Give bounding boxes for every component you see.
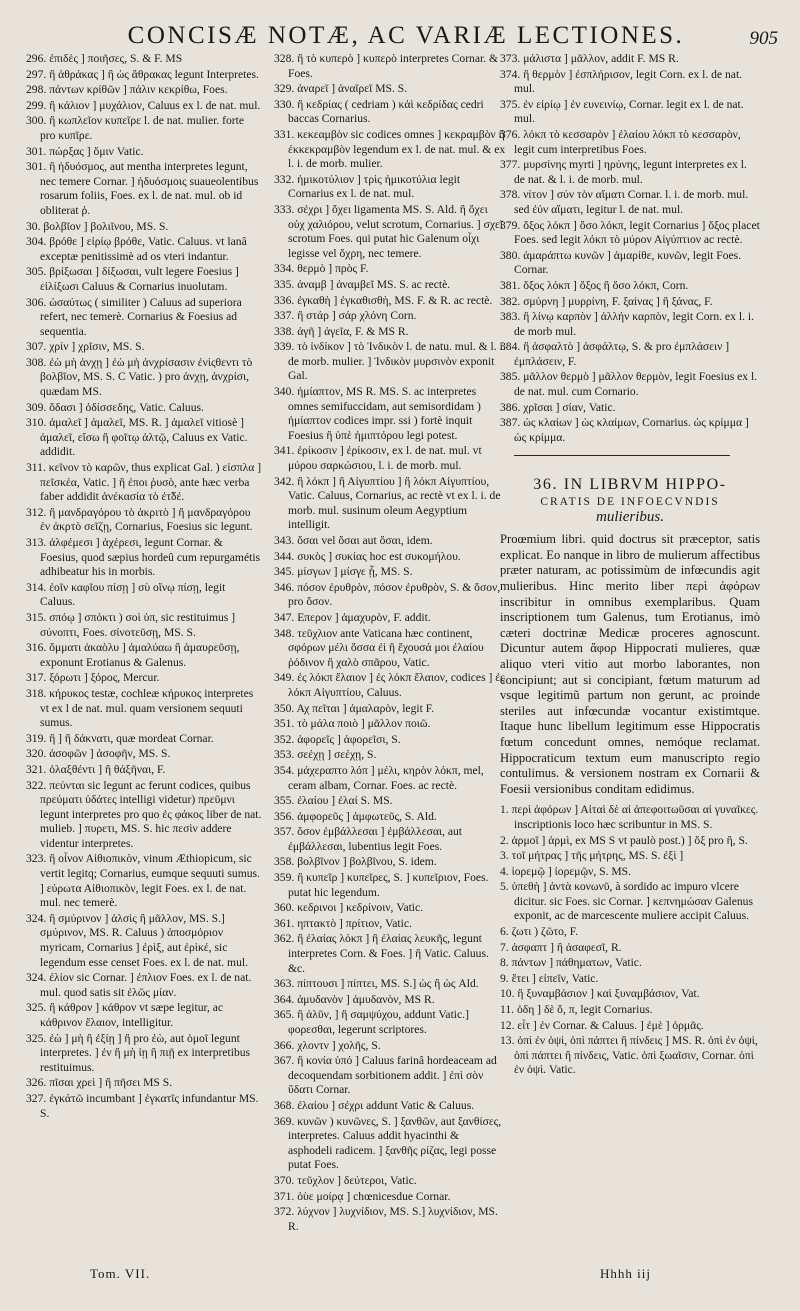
note-entry: 339. τὸ ἰνδίκον ] τὸ Ἰνδικὸν l. de natu. mul. & l. i. de morb. mulier. ] Ἰνδικὸν μυρσινὸν exponit Gal. (274, 340, 506, 383)
note-entry: 384. ἢ ἀσφαλτὸ ] ἀσφάλτῳ, S. & pro ἐμπλάσειν ] ἐμπλάσειν, F. (500, 340, 730, 368)
note-entry: 349. ἐς λόκπ ἔλαιον ] ἐς λόκπ ἔλαιον, codices ] ἐς λόκπ Αἰγυπτίου, Caluus. (274, 671, 505, 699)
note-entry: 358. βολβῖνον ] βολβῖνου, S. idem. (274, 855, 437, 869)
note-entry: 373. μάλιστα ] μᾶλλον, addit F. MS R. (500, 52, 679, 65)
note-entry: 11. ὁδη ] δὲ ὅ, π, legit Cornarius. (500, 1003, 653, 1017)
note-entry: 3. τοῖ μήτρας ] τῆς μήτρης, MS. S. ἐξὶ ] (500, 849, 684, 863)
note-entry: 322. πεύνται sic legunt ac ferunt codices, quibus πρεύματι ὑδάτες intelligi videtur) πρεῦμνι legunt interpretes pro quo ἐς φάκος liber de nat. mulieb. ] πυρετι, MS. S. hic πεσὶν addere videntur interpretes. (26, 778, 262, 850)
note-entry: 374. ἢ θερμὸν ] ἐσπλήρισον, legit Corn. ex l. de nat. mul. (500, 67, 743, 96)
note-entry: 326. πῖσαι χρεὶ ] ἢ πῆσει MS S. (26, 1076, 173, 1090)
note-entry: 338. ἀγῆ ] ἀγεῖα, F. & MS R. (274, 324, 409, 338)
note-entry: 331. κεκεαμβὸν sic codices omnes ] κεκραμβὸν ἢ ἐκκεκραμβὸν legendum ex l. de nat. mul. & ex l. i. de morb. mulier. (274, 127, 506, 171)
note-entry: 354. μάχεραπτο λόπ ] μέλι, κηρὸν λόκπ, mel, ceram albam, Cornar. Foes. ac rectè. (274, 763, 484, 792)
note-entry: 379. ὄξος λόκπ ] ὅσο λόκπ, legit Cornarius ] ὄξος placet Foes. sed legit λόκπ τὸ μύρον Αἰγύπτιον ac rectè. (500, 218, 760, 247)
note-entry: 8. πάντων ] πάθηματων, Vatic. (500, 956, 642, 970)
note-entry: 6. ζωτι ) ζῶτο, F. (500, 925, 579, 939)
volume-label: Tom. VII. (90, 1266, 151, 1281)
note-entry: 319. ἢ ] ἢ δάκνατι, quæ mordeat Cornar. (26, 731, 214, 745)
note-entry: 355. ἐλαίου ] ἐλαί S. MS. (274, 794, 393, 808)
note-entry: 346. πόσον ἐρυθρὸν, πόσον ἐρυθρὸν, S. & ὅσον, pro ὅσον. (274, 580, 501, 609)
section-divider (514, 455, 730, 456)
note-entry: 304. βρόθε ] εἰρίῳ βρόθε, Vatic. Caluus. vt lanâ exceptæ penitissimè ad os vteri indantur. (26, 235, 247, 263)
note-entry: 361. ηπτακτὸ ] πρίτιον, Vatic. (274, 916, 412, 930)
note-entry: 329. ἀναρεῖ ] ἀναῖρεῖ MS. S. (274, 82, 408, 96)
page-number: 905 (749, 28, 778, 49)
note-entry: 323. ἢ οἶνον Αἰθιοπικὸν, vinum Æthiopicum, sic vertit legitq; Cornarius, eumque sequuti sumus. ] εὐρωτα Αἰθιοπικὸν, legit Foes. ex l. de nat. mul. nec temerè. (26, 852, 260, 910)
right-notes-top (500, 52, 760, 445)
note-entry: 5. ὑπεθὴ ] ἀντὰ κονωνῦ, à sordido ac impuro vlcere dicitur. sic Foes. sic Cornar. ] κεπνημώσαν Galenus exponit, ac de marcescente muliere accipit Caluus. (500, 880, 753, 923)
note-entry: 305. βρίξωσαι ] δίξωσαι, vult legere Foesius ] εἰλίξωσι Caluus & Cornarius inuolutam. (26, 265, 239, 293)
note-entry: 378. νίτον ] σύν τὸν αἵματι Cornar. l. i. de morb. mul. sed ἐὐν αἵματι, legitur l. de nat. mul. (500, 188, 749, 216)
note-entry: 345. μίσγων ] μίσγε ᾗ, MS. S. (274, 565, 413, 579)
note-entry: 321. ὀλαξθέντι ] ἢ θάξῆναι, F. (26, 762, 166, 776)
proem-paragraph: Proœmium libri. quid doctrus sit præceptor, satis explicat. Eo nanque in libro de mulierum affectibus præter naturam, ac potissimùm de infœcundis agit mulieribus. Hinc merito liber περὶ ἀφόρων inscribitur in omnibus exemplaribus. Quam inscriptionem tum Galenus, tum Erotianus, imò cæteri doctrinæ Medicæ proceres agnoscunt. Dicuntur autem ἄφορ Hippocrati mulieres, quæ aliquo vteri vitio aut morbo laborantes, non concipiunt; aut si concipiant, fœtum maturum ad vsque legitimũ partum non gerunt, ac proinde steriles aut infœcundæ vocantur existimtque. Itaque hunc libellum legitimum esse Hippocratis fœtum concedunt omnes, nemóque reclamat. Hippocraticum textum eum manuscripto regio contulimus. & versionem nostram ex Cornarii & Foesii versionibus conditam edidimus. (500, 532, 760, 796)
note-entry: 340. ἠμίαπτον, MS R. MS. S. ac interpretes omnes semifuccidam, aut semisordidam ) ἠμίαπτον codices impr. ssi ) fortè inquit Foesius ἢ ὑπὲ ἡμιπτόρου legi potest. (274, 385, 481, 442)
note-entry: 342. ἢ λόκπ ] ἢ Αἰγυπτίου ] ἢ λόκπ Αἰγυπτίου, Vatic. Caluus, Cornarius, ac rectè vt ex l. i. de morb. mul. susinum oleum Aegyptium intelligit. (274, 474, 501, 532)
note-entry: 1. περὶ ἀφόρων ] Αἰταὶ δὲ αἱ ἀπεφοιτωῦσαι αἱ γυναῖκες. inscriptionis loco hæc scribuntur in MS. S. (500, 803, 759, 831)
note-entry: 356. ἀμφορεῦς ] ἀμφωτεῦς, S. Ald. (274, 809, 437, 823)
note-entry: 306. ὡσαύτως ( similiter ) Caluus ad superiora refert, nec temerè. Cornarius & Foesius ad sequentia. (26, 295, 242, 338)
note-entry: 314. ἐοῖν καφῖου πίσῃ ] σὺ οἴνῳ πίσῃ, legit Caluus. (26, 580, 226, 609)
right-notes-bottom (500, 803, 760, 1078)
note-entry: 299. ἢ κάλιον ] μυχάλιον, Caluus ex l. de nat. mul. (26, 98, 261, 112)
note-entry: 334. θερμὸ ] πρὸς F. (274, 262, 369, 276)
note-entry: 312. ἢ μανδραγόρου τὸ ἀκριτὸ ] ἢ μανδραγόρου ἐν ἀκρτὸ σεῖζῃ, Cornarius, Foesius sic legunt. (26, 505, 253, 534)
note-entry: 350. Αχ πεῖται ] ἀμαλαρὸν, legit F. (274, 701, 435, 715)
note-entry: 380. ἀμαράπτω κυνῶν ] ἀμαρίθε, κυνῶν, legit Foes. Cornar. (500, 248, 742, 277)
note-entry: 324. ἢ σμύρινον ] ἀλσὶς ἢ μᾶλλον, MS. S.] σμύρινον, MS. R. Caluus ) ἀποσμόριον myricam, Cornarius ] ἐρὶξ, aut ἐρὶκέ, sic legendum esse censet Foes. ex l. de nat. mul. (26, 911, 248, 969)
note-entry: 344. συκὸς ] συκίας hoc est συκομήλου. (274, 549, 461, 563)
note-entry: 307. χρίν ] χρῖσιν, MS. S. (26, 340, 145, 354)
note-entry: 30. βολβῖον ] βολιῖνου, MS. S. (26, 219, 169, 233)
note-entry: 333. σέχρι ] ὄχει ligamenta MS. S. Ald. ἢ ὄχει οὐχ χαλιόρου, velut scrotum, Cornarius. ] σχεῖ scrotum Foes. qui putat hic Galenum οἶχι legisse vel ὄχρη, nec temere. (274, 202, 503, 260)
note-entry: 316. ὄμματι ἀκαὸλυ ] ἀμαλύαω ἢ ἀμαυρεῦσῃ, exponunt Erotianus & Galenus. (26, 641, 240, 669)
note-entry: 370. τεῦχλον ] δεύτεροι, Vatic. (274, 1173, 417, 1187)
note-entry: 357. ὅσον ἐμβάλλεσαι ] ἐμβάλλεσαι, aut ἐμβάλλεσαι, lubentius legit Foes. (274, 825, 463, 853)
note-entry: 10. ἢ ξυναμβάσιον ] καὶ ξυναμβάσιον, Vat. (500, 987, 700, 1001)
note-entry: 308. ἐὼ μὴ ἀνχῃ ] ἐὼ μὴ ἀνχρίσασιν ἐνὶςθεντι τὸ βολβῖον, MS. S. C Vatic. ) pro ἀνχῃ, ἀνχρίσι, quædam MS. (26, 355, 253, 399)
note-entry: 385. μᾶλλον θερμὸ ] μᾶλλον θερμὸν, legit Foesius ex l. de nat. mul. cum Cornario. (500, 370, 758, 399)
note-entry: 13. ὁπὶ ἐν ὀψὶ, ὁπὶ πάπτει ἢ πίνδεις ] MS. R. ὁπὶ ἐν ὀψὶ, ὁπὶ πάπτει ἢ πίνδεις, Vatic. ὁπὶ ξωαῖσιν, Cornar. ὁπὶ ἐν ὀψὶ. Vatic. (500, 1034, 758, 1077)
note-entry: 310. ἀμαλεῖ ] ἀμαλεῖ, MS. R. ] ἀμαλεῖ vitiosè ] ἀμαλεῖ, εἴσω ἢ φοῖτῳ ἀλτῷ, Caluus ex Vatic. addidit. (26, 416, 248, 459)
note-entry: 366. χλοντν ] χολῆς, S. (274, 1038, 381, 1052)
section-subtitle: CRATIS DE INFOECVNDIS (540, 496, 720, 509)
note-entry: 300. ἢ κωπλεῖον κυπεῖρε l. de nat. mulier. forte pro κυπῖρε. (26, 114, 245, 142)
note-entry: 359. ἢ κυπεῖρ ] κυπεῖρες, S. ] κυπεῖριον, Foes. putat hic legendum. (274, 871, 489, 899)
note-entry: 376. λόκπ τὸ κεσσαρὸν ] ἐλαίου λόκπ τὸ κεσσαρὸν, legit cum interpretibus Foes. (500, 127, 741, 156)
note-entry: 297. ἢ ἀθράκας ] ἢ ὡς ἄθρακας legunt Interpretes. (26, 67, 259, 81)
note-entry: 364. ἀμυδανὸν ] ἀμυδανὸν, MS R. (274, 992, 435, 1006)
note-entry: 351. τὸ μάλα ποιὸ ] μᾶλλον ποιῶ. (274, 717, 431, 731)
note-entry: 348. τεῦχλιον ante Vaticana hæc continent, σφόρων μέλι ὅσσα ἐὶ ἢ ἔχουσά μοι ἐλαίου ῥόδινον ἢ χαλὸ σπᾶρου, Vatic. (274, 626, 484, 669)
note-entry: 318. κήρυκος testæ, cochleæ κήρυκος interpretes vt ex l de nat. mul. quam versionem sequuti sumus. (26, 686, 254, 730)
note-entry: 372. λύχνον ] λυχνίδιον, MS. S.] λυχνίδιον, MS. R. (274, 1205, 498, 1233)
note-entry: 328. ἢ τὸ κυπερὸ ] κυπερὸ interpretes Cornar. & Foes. (274, 52, 499, 80)
left-column (26, 52, 262, 1122)
note-entry: 327. ἐγκάτῶ incumbant ] ἐγκατῖς infundantur MS. S. (26, 1091, 259, 1120)
note-entry: 9. ἔτει ] εἰπεῖν, Vatic. (500, 971, 599, 985)
middle-column (274, 52, 506, 1235)
note-entry: 317. ξόρωτι ] ξόρος, Mercur. (26, 671, 160, 685)
note-entry: 315. σπόῳ ] σπόκτι ) σοὶ ὑπ, sic restituimus ] σύνοπτι, Foes. σίνοτεῦσῃ, MS. S. (26, 610, 236, 639)
section-title: 36. IN LIBRVM HIPPO- (533, 476, 727, 494)
note-entry: 2. ἀρμοῖ ] ἁρμὶ, ex MS S vt paulò post.) ] ὅξ pro ἢ, S. (500, 833, 748, 847)
note-entry: 347. Επερον ] ἀμαχυρὸν, F. addit. (274, 610, 431, 624)
note-entry: 386. χρῖσαι ] σίαν, Vatic. (500, 400, 616, 414)
note-entry: 371. ὀὺε μοίρᾳ ] chœnicesdue Cornar. (274, 1189, 451, 1203)
note-entry: 296. ἐπιδὲς ] ποιῆσες, S. & F. MS (26, 52, 183, 65)
note-entry: 7. ἀσφαπτ ] ἢ ἀσαφεσῖ, R. (500, 940, 622, 954)
note-entry: 360. κεδρινοι ] κεδρίνοιν, Vatic. (274, 901, 424, 915)
note-entry: 377. μυρσίνης myrti ] ηρύνης, legunt interpretes ex l. de nat. & l. i. de morb. mul. (500, 158, 747, 186)
note-entry: 363. πίπτουσι ] πίπτει, MS. S.] ὡς ἢ ὡς Ald. (274, 977, 479, 991)
note-entry: 353. σεέχῃ ] σεέχῃ, S. (274, 748, 377, 762)
note-entry: 337. ἢ στάρ ] σάρ χλόνη Corn. (274, 309, 417, 323)
note-entry: 362. ἢ ἐλαίας λόκπ ] ἢ ἐλαίας λευκῆς, legunt interpretes Corn. & Foes. ] ἢ Vatic. Caluus. &c. (274, 932, 489, 975)
note-entry: 325. ἢ κάθρον ] κάθρον vt sæpe legitur, ac κάθρινον ἔλαιον, intelligitur. (26, 1001, 223, 1029)
note-entry: 381. ὄξος λόκπ ] ὄξος ἢ ὅσο λόκπ, Corn. (500, 278, 689, 292)
note-entry: 367. ἢ κονία ὑπό ] Caluus farinâ hordeaceam ad decoquendam sorbitionem addit. ] ἐπὶ σὸν ὕδατι Cornar. (274, 1054, 497, 1097)
note-entry: 4. ἰορεμῷ ] ἰορεμῷν, S. MS. (500, 864, 632, 878)
note-entry: 309. ὅδασι ] ὀδίσσεδης, Vatic. Caluus. (26, 400, 204, 414)
note-entry: 320. ἀσοφῶν ] ἀσοφῆν, MS. S. (26, 747, 171, 761)
note-entry: 368. ἐλαίου ] σέχρι addunt Vatic & Caluus. (274, 1098, 475, 1112)
note-entry: 341. ἐρίκοσιν ] ἐρίκοσιν, ex l. de nat. mul. vt μύρου σαρκώσιου, l. i. de morb. mul. (274, 444, 482, 473)
running-header: CONCISÆ NOTÆ, AC VARIÆ LECTIONES. (127, 22, 685, 49)
note-entry: 352. ἀφορεῖς ] ἀφορεῖσι, S. (274, 732, 401, 746)
note-entry: 365. ἢ ἀλῦν, ] ἢ σαμψύχου, addunt Vatic.] φορεσθαι, legerunt scriptores. (274, 1008, 469, 1036)
note-entry: 330. ἢ κεδρίας ( cedriam ) κἀὶ κεδρίδας cedri baccas Cornarius. (274, 97, 484, 126)
signature-mark: Hhhh iij (600, 1266, 651, 1281)
note-entry: 301. ἢ ἡδυόσμος, aut mentha interpretes legunt, nec temere Cornar. ] ἡδυόσμοις suaueolentibus rosarum foliis, Foes. ex l. de nat. mul. ob id obliterat ῥ. (26, 160, 259, 217)
note-entry: 332. ἠμικοτύλιον ] τρὶς ἡμικοτύλια legit Cornarius ex l. de nat. mul. (274, 172, 461, 201)
note-entry: 298. πάντων κρίθῶν ] πάλιν κεκρίθω, Foes. (26, 83, 228, 97)
section-subtitle-italic: mulieribus. (596, 508, 664, 525)
note-entry: 313. ἀλφέμεσι ] ἀχέρεσι, legunt Cornar. & Foesius, quod sæpius hordeû cum repurgamétis adhibeatur his in morbis. (26, 536, 261, 579)
note-entry: 369. κυνῶν ) κυνῶνες, S. ] ξανθῶν, aut ξανθίσες, interpretes. Caluus addit hyacinthi & asphodeli radicem. ] ξανθῆς ρίζας, legi posse putat Foes. (274, 1114, 502, 1172)
note-entry: 325. ἐὼ ] μὴ ἢ ἐξίῃ ] ἢ pro ἐὼ, aut ὁμοῖ legunt interpretes. ] ἐν ἢ μὴ ἰῃ ἢ πιῇ ex interpretibus restituimus. (26, 1031, 251, 1074)
note-entry: 335. ἀναμβ ] ἀναμβεῖ MS. S. ac rectè. (274, 277, 451, 291)
note-entry: 12. εἶτ ] ἐν Cornar. & Caluus. ] ἐμὲ ] ὁρμᾶς. (500, 1018, 704, 1032)
note-entry: 387. ὡς κλαίων ] ὡς κλαίμων, Cornarius. ὡς κρίμμα ] ὡς κρίμμα. (500, 416, 749, 444)
note-entry: 375. ἐν εἰρίῳ ] ἐν ευνεινίῳ, Cornar. legit ex l. de nat. mul. (500, 97, 744, 126)
note-entry: 336. ἐγκαθὴ ] ἐγκαθισθὴ, MS. F. & R. ac rectè. (274, 293, 493, 307)
note-entry: 383. ἢ λίνῳ καρπὸν ] ἀλλήν καρπὸν, legit Corn. ex l. i. de morb mul. (500, 310, 754, 338)
note-entry: 311. κεῖνον τὸ καρῶν, thus explicat Gal. ) εἰσπλα ] πεῖσκέα, Vatic. ] ἢ ἐποι ῥυσὸ, ante hæc verba faber addidit ἀνέκασία τὸ ἐτ̃δέ. (26, 461, 262, 504)
note-entry: 382. σμύρνη ] μυρρίνη, F. ξαίνας ] ἢ ξάνας, F. (500, 294, 713, 308)
note-entry: 343. ὄσαι vel ὄσαι aut ὅσαι, idem. (274, 534, 433, 547)
note-entry: 324. ἐλίον sic Cornar. ] ἐπλιον Foes. ex l. de nat. mul. quod satis sit ἐλῶς μίαν. (26, 971, 252, 999)
right-column (500, 52, 760, 1079)
note-entry: 301. πώρξας ] ὄμιν Vatic. (26, 144, 144, 158)
